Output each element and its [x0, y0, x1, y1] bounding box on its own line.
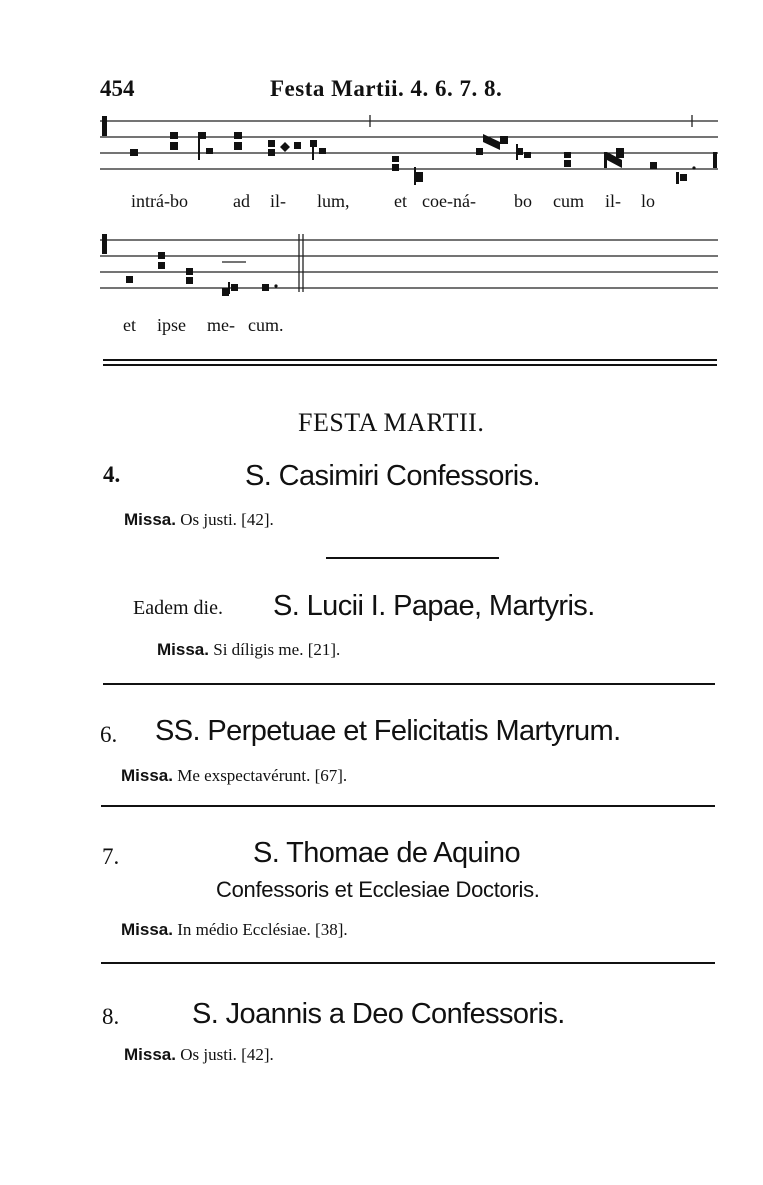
double-rule-bottom [103, 364, 717, 366]
feast-title: S. Thomae de Aquino [253, 837, 520, 869]
lyric-syllable: me- [207, 315, 235, 335]
lyric-syllable: et [394, 191, 407, 211]
missa-line [124, 510, 274, 530]
lyric-syllable: intrá-bo [131, 191, 188, 211]
lyric-syllable: coe-ná- [422, 191, 476, 211]
section-title: FESTA MARTII. [298, 408, 485, 437]
lyric-syllable: et [123, 315, 136, 335]
feast-title: S. Lucii I. Papae, Martyris. [273, 590, 595, 622]
missa-text: Si díligis me. [21]. [213, 640, 341, 659]
separator-rule [101, 962, 715, 964]
double-rule-top [103, 359, 717, 361]
missa-text: Me exspectavérunt. [67]. [177, 766, 348, 785]
lyric-syllable: ipse [157, 315, 186, 335]
missa-label: Missa. [124, 510, 176, 529]
missa-text: Os justi. [42]. [180, 1045, 274, 1064]
entry-prefix: Eadem die. [133, 597, 223, 619]
missa-text: In médio Ecclésiae. [38]. [177, 920, 348, 939]
separator-rule [101, 805, 715, 807]
page-number: 454 [100, 76, 135, 101]
missa-line [121, 766, 347, 786]
entry-number: 8. [102, 1004, 120, 1029]
feast-title: SS. Perpetuae et Felicitatis Martyrum. [155, 715, 621, 747]
short-rule [326, 557, 499, 559]
missa-line [157, 640, 340, 660]
chant-staff-line-1 [100, 112, 720, 192]
feast-title: S. Joannis a Deo Confessoris. [192, 998, 565, 1030]
feast-subtitle: Confessoris et Ecclesiae Doctoris. [216, 877, 540, 902]
missa-label: Missa. [157, 640, 209, 659]
missa-text: Os justi. [42]. [180, 510, 274, 529]
lyric-syllable: il- [270, 191, 286, 211]
lyric-syllable: lo [641, 191, 656, 211]
missa-label: Missa. [124, 1045, 176, 1064]
lyric-syllable: cum. [248, 315, 284, 335]
lyric-syllable: il- [605, 191, 621, 211]
lyric-syllable: lum, [317, 191, 350, 211]
feast-title: S. Casimiri Confessoris. [245, 460, 540, 492]
separator-rule [103, 683, 715, 685]
entry-number: 6. [100, 722, 118, 747]
missa-line [121, 920, 348, 940]
lyric-syllable: cum [553, 191, 584, 211]
entry-number: 4. [103, 462, 121, 487]
chant-staff-line-2 [100, 232, 720, 302]
running-title: Festa Martii. 4. 6. 7. 8. [270, 76, 503, 101]
missa-label: Missa. [121, 766, 173, 785]
missa-line [124, 1045, 274, 1065]
missa-label: Missa. [121, 920, 173, 939]
entry-number: 7. [102, 844, 120, 869]
lyric-syllable: ad [233, 191, 250, 211]
lyric-syllable: bo [514, 191, 532, 211]
